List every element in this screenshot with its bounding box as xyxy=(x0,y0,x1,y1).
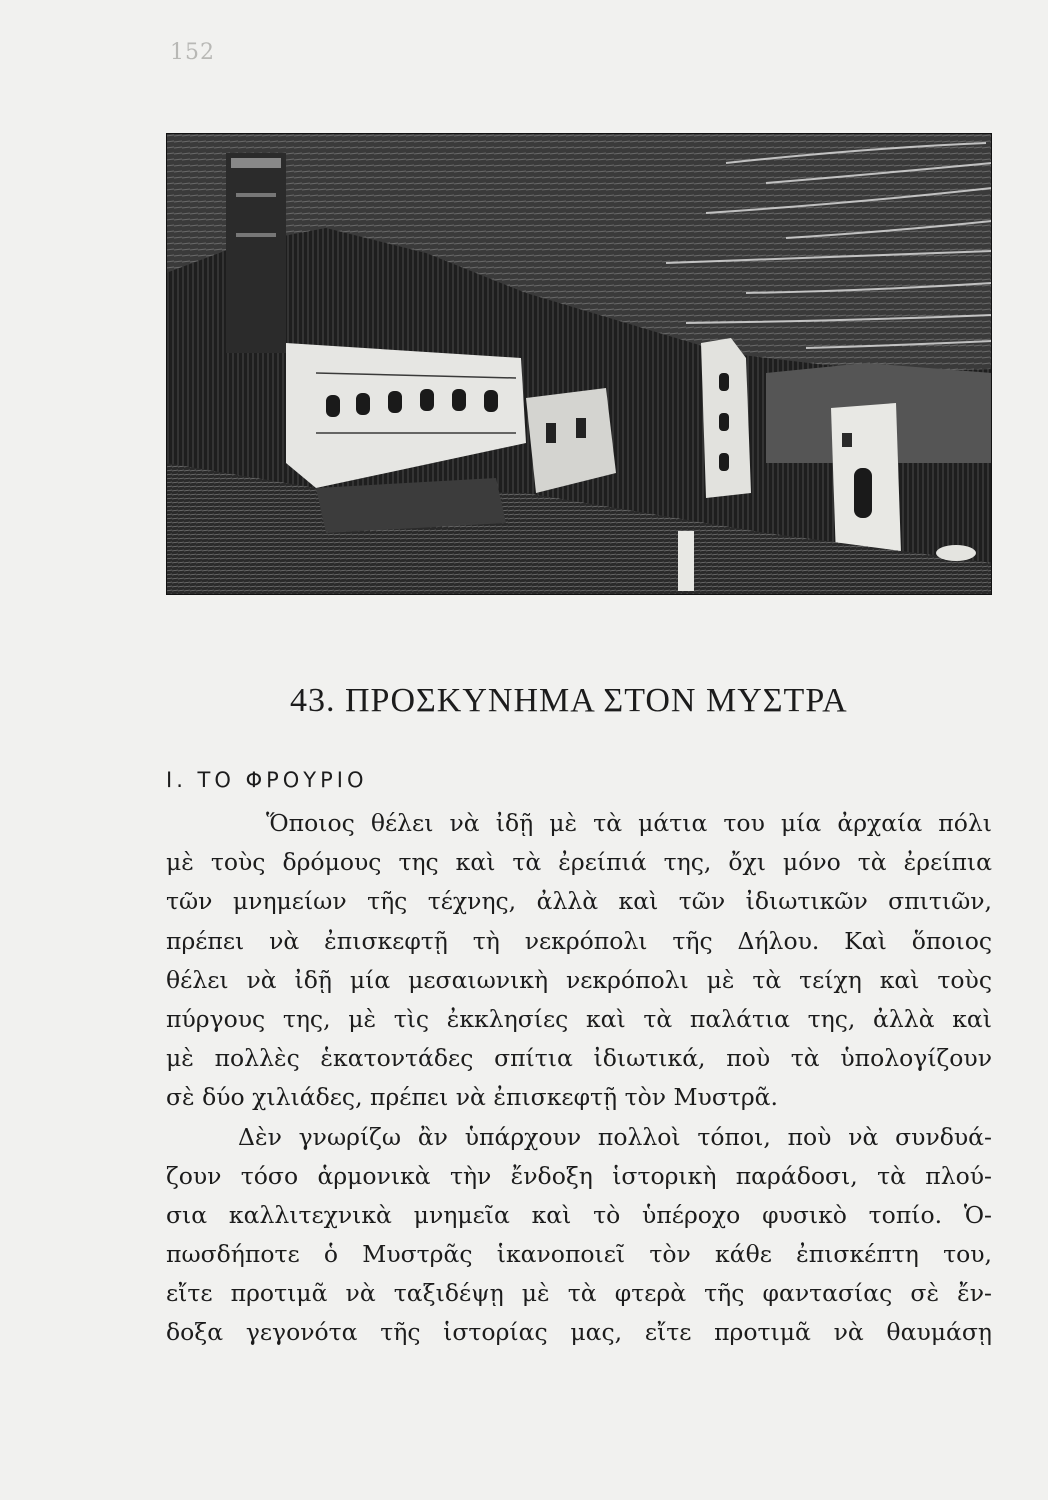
text-line: πρέπει νὰ ἐπισκεφτῇ τὴ νεκρόπολι τῆς Δήλου. Καὶ ὅποιος xyxy=(166,926,992,955)
text-line: σὲ δύο χιλιάδες, πρέπει νὰ ἐπισκεφτῇ τὸν Μυστρᾶ. xyxy=(166,1083,779,1112)
text-line: θέλει νὰ ἰδῇ μία μεσαιωνικὴ νεκρόπολι μὲ τὰ τείχη καὶ τοὺς xyxy=(166,965,992,994)
text-line: εἴτε προτιμᾶ νὰ ταξιδέψῃ μὲ τὰ φτερὰ τῆς φαντασίας σὲ ἔν- xyxy=(166,1279,992,1308)
text-line: πύργους της, μὲ τὶς ἐκκλησίες καὶ τὰ παλάτια της, ἀλλὰ καὶ xyxy=(166,1004,992,1033)
text-line: πωσδήποτε ὁ Μυστρᾶς ἱκανοποιεῖ τὸν κάθε ἐπισκέπτη του, xyxy=(166,1240,992,1269)
text-line: σια καλλιτεχνικὰ μνημεῖα καὶ τὸ ὑπέροχο φυσικὸ τοπίο. Ὁ- xyxy=(166,1200,992,1229)
section-heading: Ι. ΤΟ ΦΡΟΥΡΙΟ xyxy=(166,768,368,792)
text-line: μὲ πολλὲς ἑκατοντάδες σπίτια ἰδιωτικά, ποὺ τὰ ὑπολογίζουν xyxy=(166,1044,992,1073)
text-line: ζουν τόσο ἁρμονικὰ τὴν ἔνδοξη ἱστορικὴ παράδοσι, τὰ πλού- xyxy=(166,1161,992,1190)
mystras-ruins-icon xyxy=(166,133,992,595)
body-text xyxy=(166,804,992,1353)
woodcut-illustration xyxy=(166,133,992,595)
text-line: Ὅποιος θέλει νὰ ἰδῇ μὲ τὰ μάτια του μία ἀρχαία πόλι xyxy=(266,809,992,837)
chapter-title: 43. ΠΡΟΣΚΥΝΗΜΑ ΣΤΟΝ ΜΥΣΤΡΑ xyxy=(290,682,848,719)
text-line: μὲ τοὺς δρόμους της καὶ τὰ ἐρείπιά της, ὄχι μόνο τὰ ἐρείπια xyxy=(166,848,992,877)
text-line: Δὲν γνωρίζω ἂν ὑπάρχουν πολλοὶ τόποι, ποὺ νὰ συνδυά- xyxy=(238,1122,992,1151)
text-line: τῶν μνημείων τῆς τέχνης, ἀλλὰ καὶ τῶν ἰδιωτικῶν σπιτιῶν, xyxy=(166,887,992,916)
text-line: δοξα γεγονότα τῆς ἱστορίας μας, εἴτε προτιμᾶ νὰ θαυμάσῃ xyxy=(166,1318,992,1347)
faded-page-number: 152 xyxy=(170,40,215,65)
